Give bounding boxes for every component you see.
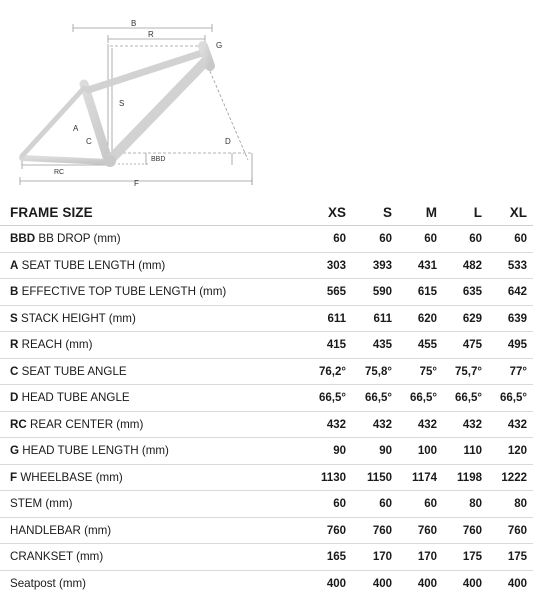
row-label (10, 332, 92, 358)
size-value-cell: 611 (327, 312, 346, 325)
size-m-heading: M (425, 205, 437, 220)
size-value-cell: 565 (326, 286, 346, 298)
size-value-cell: 66,5° (319, 392, 346, 404)
size-value-cell: 760 (326, 524, 346, 537)
table-row (0, 465, 533, 492)
label-c: C (86, 137, 92, 146)
geometry-table (0, 199, 533, 597)
label-g: G (216, 41, 223, 50)
size-value-cell: 611 (373, 312, 392, 325)
table-row (0, 279, 533, 306)
size-value-cell: 80 (469, 498, 482, 510)
size-value-cell: 76,2° (319, 365, 346, 378)
row-label (10, 385, 130, 411)
size-value-cell: 760 (417, 524, 437, 537)
size-value-cell: 165 (326, 551, 346, 563)
row-label (10, 465, 123, 491)
size-value-cell: 66,5° (410, 392, 437, 404)
size-value-cell: 1150 (367, 471, 392, 484)
bottom-bracket (104, 155, 116, 167)
row-label (10, 518, 111, 544)
size-value-cell: 75,7° (455, 365, 482, 378)
table-row (0, 332, 533, 359)
size-value-cell: 110 (463, 445, 482, 457)
size-value-cell: 175 (462, 551, 482, 563)
table-row (0, 359, 533, 386)
size-value-cell: 170 (372, 551, 392, 563)
table-row (0, 385, 533, 412)
size-value-cell: 400 (326, 577, 346, 590)
row-name: Seatpost (mm) (10, 576, 87, 590)
size-value-cell: 75,8° (365, 365, 392, 378)
table-row (0, 412, 533, 439)
size-value-cell: 66,5° (500, 392, 527, 404)
size-value-cell: 1222 (501, 471, 527, 484)
label-f: F (134, 179, 139, 188)
size-value-cell: 77° (509, 365, 527, 378)
size-value-cell: 432 (462, 418, 482, 431)
table-row (0, 226, 533, 253)
size-value-cell: 432 (417, 418, 437, 431)
row-name: STACK HEIGHT (mm) (17, 311, 136, 325)
frame-geometry-diagram (0, 0, 533, 196)
size-value-cell: 1198 (457, 471, 482, 484)
row-code: R (10, 338, 19, 351)
row-code: RC (10, 417, 27, 431)
label-d: D (225, 137, 231, 146)
size-value-cell: 90 (333, 445, 346, 457)
row-name: SEAT TUBE LENGTH (mm) (18, 258, 166, 272)
row-code: F (10, 470, 18, 484)
size-l-heading: L (473, 205, 482, 220)
size-value-cell: 90 (379, 445, 392, 457)
row-label (10, 279, 226, 305)
table-row (0, 518, 533, 545)
size-value-cell: 533 (507, 259, 527, 272)
row-name: BB DROP (mm) (35, 232, 121, 245)
row-label (10, 412, 143, 438)
size-value-cell: 100 (417, 445, 437, 457)
row-label (10, 571, 86, 597)
size-value-cell: 175 (507, 551, 527, 563)
size-value-cell: 60 (333, 498, 346, 510)
size-value-cell: 66,5° (365, 392, 392, 404)
size-value-cell: 120 (507, 445, 527, 457)
row-name: REACH (mm) (18, 338, 93, 351)
size-value-cell: 303 (326, 259, 346, 272)
table-row (0, 491, 533, 518)
size-xl-heading: XL (509, 205, 527, 220)
row-name: HEAD TUBE LENGTH (mm) (19, 444, 169, 457)
size-value-cell: 432 (507, 418, 527, 431)
table-row (0, 544, 533, 571)
frame-drawing (0, 0, 533, 196)
frame-size-heading: FRAME SIZE (10, 205, 93, 220)
row-code: BBD (10, 232, 36, 245)
size-value-cell: 415 (326, 339, 346, 351)
row-label (10, 359, 127, 385)
size-value-cell: 482 (462, 259, 482, 272)
row-label (10, 253, 165, 279)
size-value-cell: 432 (326, 418, 346, 431)
size-value-cell: 60 (379, 498, 392, 510)
size-value-cell: 66,5° (455, 392, 482, 404)
size-value-cell: 620 (417, 312, 437, 325)
size-value-cell: 760 (372, 524, 392, 537)
row-code: B (10, 285, 19, 298)
label-bbd: BBD (151, 156, 166, 163)
table-row (0, 306, 533, 333)
row-name: HEAD TUBE ANGLE (18, 391, 130, 404)
size-value-cell: 393 (372, 259, 392, 272)
size-value-cell: 80 (514, 498, 527, 510)
size-value-cell: 615 (417, 286, 437, 298)
row-label (10, 306, 136, 332)
label-r: R (148, 30, 154, 39)
size-value-cell: 590 (372, 286, 392, 298)
row-code: D (10, 391, 19, 404)
size-value-cell: 639 (507, 312, 527, 325)
table-row (0, 253, 533, 280)
row-name: EFFECTIVE TOP TUBE LENGTH (mm) (18, 285, 227, 298)
size-value-cell: 431 (417, 259, 437, 272)
size-s-heading: S (382, 205, 392, 220)
label-s: S (119, 99, 125, 108)
size-value-cell: 432 (372, 418, 392, 431)
row-name: SEAT TUBE ANGLE (18, 364, 127, 378)
size-value-cell: 60 (424, 498, 437, 510)
size-value-cell: 635 (462, 286, 482, 298)
size-value-cell: 629 (462, 312, 482, 325)
size-value-cell: 1130 (321, 471, 346, 484)
size-value-cell: 75° (419, 365, 437, 378)
size-value-cell: 60 (379, 233, 392, 245)
row-code: C (10, 364, 19, 378)
size-xs-heading: XS (327, 205, 346, 220)
size-value-cell: 60 (424, 233, 437, 245)
row-name: CRANKSET (mm) (10, 550, 104, 563)
size-value-cell: 642 (507, 286, 527, 298)
row-label (10, 544, 103, 570)
size-value-cell: 170 (417, 551, 437, 563)
size-value-cell: 435 (372, 339, 392, 351)
size-value-cell: 60 (514, 233, 527, 245)
table-header (0, 199, 533, 226)
table-row (0, 438, 533, 465)
row-name: HANDLEBAR (mm) (10, 523, 112, 537)
size-value-cell: 760 (507, 524, 527, 537)
frame-tubes (22, 46, 210, 162)
label-rc: RC (54, 169, 65, 176)
row-code: S (10, 311, 18, 325)
size-value-cell: 60 (469, 233, 482, 245)
row-label (10, 438, 169, 464)
size-value-cell: 400 (417, 577, 437, 590)
table-row (0, 571, 533, 598)
size-value-cell: 475 (462, 339, 482, 351)
label-b: B (131, 19, 137, 28)
size-value-cell: 495 (507, 339, 527, 351)
size-value-cell: 455 (417, 339, 437, 351)
row-name: STEM (mm) (10, 497, 73, 510)
size-value-cell: 400 (507, 577, 527, 590)
size-value-cell: 760 (462, 524, 482, 537)
size-value-cell: 1174 (412, 471, 437, 484)
row-name: REAR CENTER (mm) (26, 417, 144, 431)
row-label (10, 491, 72, 517)
label-a: A (73, 124, 79, 133)
row-code: A (10, 258, 19, 272)
size-value-cell: 400 (462, 577, 482, 590)
row-name: WHEELBASE (mm) (17, 470, 123, 484)
row-label (10, 226, 121, 252)
size-value-cell: 400 (372, 577, 392, 590)
size-value-cell: 60 (333, 233, 346, 245)
row-code: G (10, 444, 20, 457)
